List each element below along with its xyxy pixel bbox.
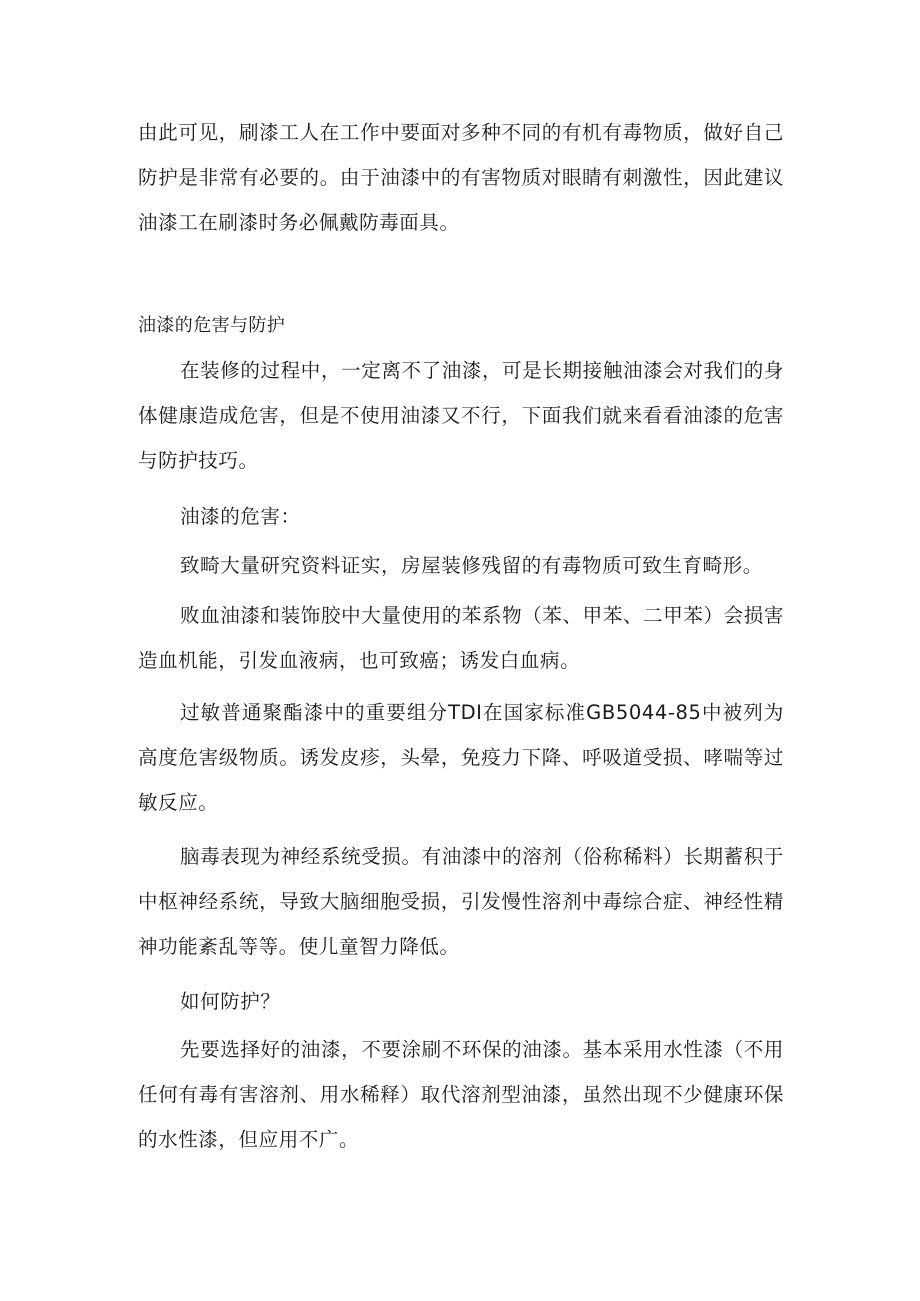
hazards-heading: 油漆的危害： [180, 505, 301, 528]
protect-advice-paragraph: 先要选择好的油漆，不要涂刷不环保的油漆。基本采用水性漆（不用任何有毒有害溶剂、用水稀释）取代溶剂型油漆，虽然出现不少健康环保的水性漆，但应用不广。 [138, 1038, 784, 1151]
protect-heading: 如何防护？ [180, 990, 281, 1013]
intro-paragraph: 由此可见，刷漆工人在工作中要面对多种不同的有机有毒物质，做好自己防护是非常有必要的。由于油漆中的有害物质对眼睛有刺激性，因此建议油漆工在刷漆时务必佩戴防毒面具。 [138, 121, 784, 234]
hazard-allergy-paragraph: 过敏普通聚酯漆中的重要组分TDI在国家标准GB5044-85中被列为高度危害级物质。诱发皮疹，头晕，免疫力下降、呼吸道受损、哮喘等过敏反应。 [138, 701, 784, 814]
lead-paragraph: 在装修的过程中，一定离不了油漆，可是长期接触油漆会对我们的身体健康造成危害，但是不使用油漆又不行，下面我们就来看看油漆的危害与防护技巧。 [138, 359, 784, 472]
hazard-brain-paragraph: 脑毒表现为神经系统受损。有油漆中的溶剂（俗称稀料）长期蓄积于中枢神经系统，导致大脑细胞受损，引发慢性溶剂中毒综合症、神经性精神功能紊乱等等。使儿童智力降低。 [138, 845, 784, 958]
hazard-blood-paragraph: 败血油漆和装饰胶中大量使用的苯系物（苯、甲苯、二甲苯）会损害造血机能，引发血液病，也可致癌；诱发白血病。 [138, 604, 784, 672]
hazard-teratogenic-paragraph: 致畸大量研究资料证实，房屋装修残留的有毒物质可致生育畸形。 [180, 554, 763, 577]
section-title: 油漆的危害与防护 [138, 315, 286, 336]
